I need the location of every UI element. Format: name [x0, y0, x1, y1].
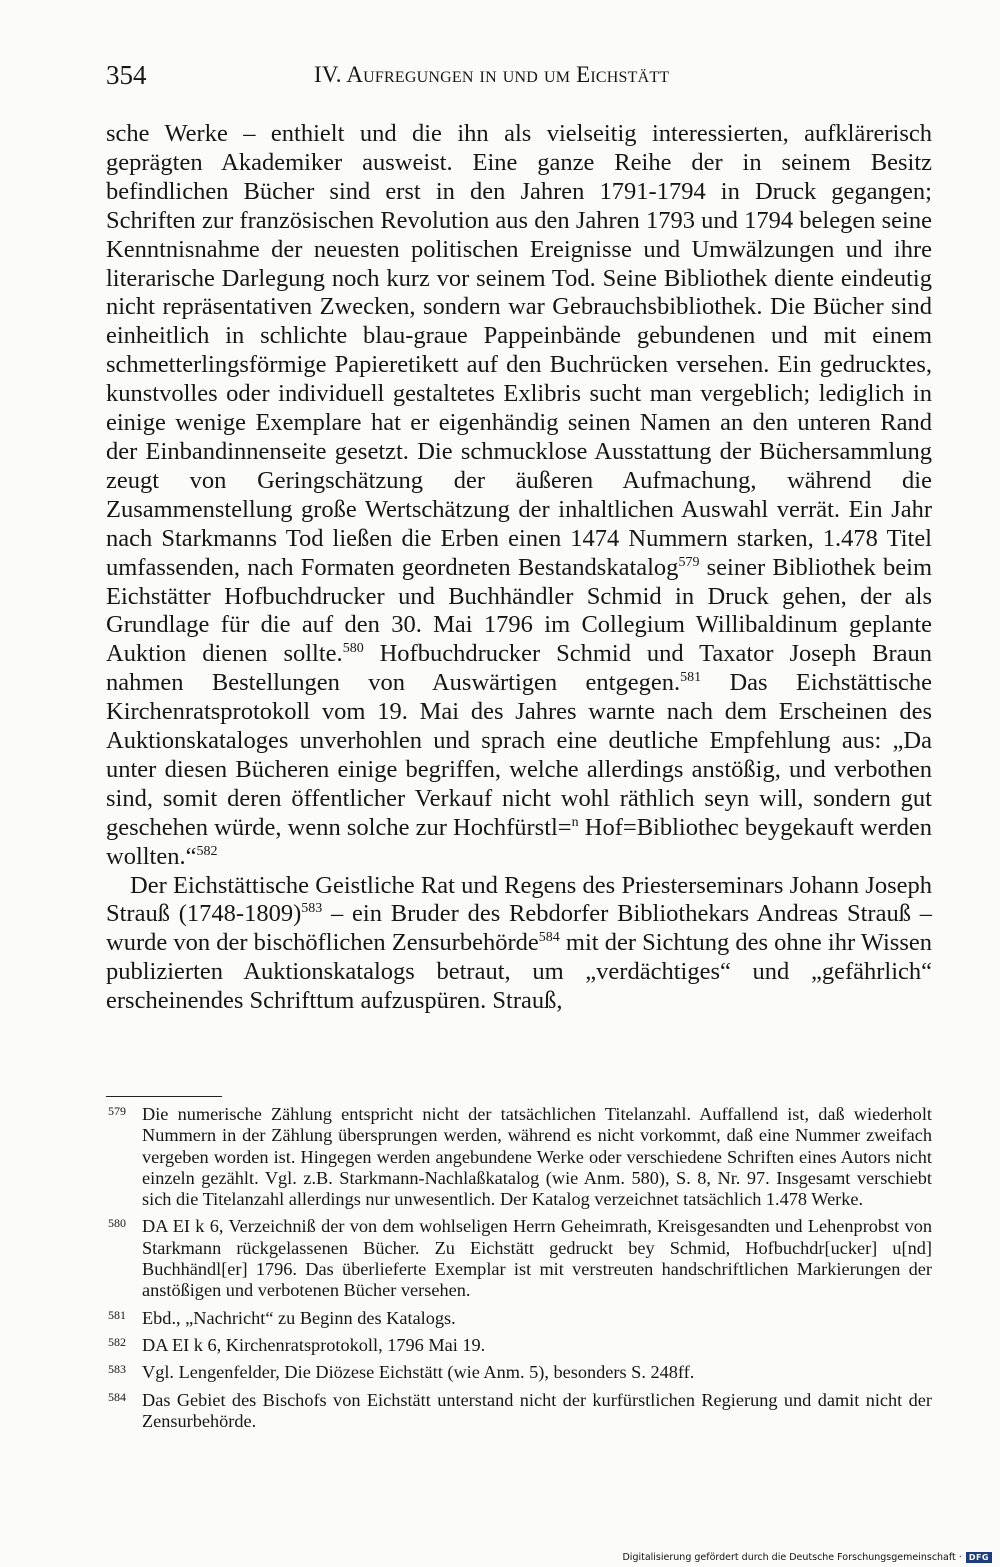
footnote-number: 583 — [108, 1362, 126, 1377]
footnote-number: 581 — [108, 1307, 126, 1322]
running-head: IV. Aufregungen in und um Eichstätt — [314, 62, 670, 87]
footnote-text: DA EI k 6, Kirchenratsprotokoll, 1796 Mai 19. — [142, 1334, 486, 1355]
footnote-ref-582[interactable]: 582 — [196, 843, 218, 859]
page-header — [106, 60, 932, 94]
superscript-n: n — [571, 814, 579, 830]
paragraph-text: sche Werke – enthielt und die ihn als vielseitig interessierten, aufklärerisch geprägten Akademiker ausweist. Eine ganze Reihe der in seinem Besitz befindlichen Bücher sind erst in den Jahren 1791-1794 in Druck gegangen; Schriften zur französischen Revolution aus den Jahren 1793 und 1794 belegen seine Kenntnisnahme der neuesten politischen Ereignisse und Umwälzungen und ihre literarische Darlegung noch kurz vor seinem Tod. Seine Bibliothek diente eindeutig nicht repräsentativen Zwecken, sondern war Gebrauchsbibliothek. Die Bücher sind einheitlich in schlichte blau-graue Pappeinbände gebundenen und mit einem schmetterlingsförmige Papieretikett auf den Buchrücken versehen. Ein gedrucktes, kunstvolles oder individuell gestaltetes Exlibris sucht man vergeblich; lediglich in einige wenige Exemplare hat er eigenhändig seinen Namen an den unteren Rand der Einbandinnenseite gesetzt. Die schmucklose Ausstattung der Büchersammlung zeugt von Geringschätzung der äußeren Aufmachung, während die Zusammenstellung große Wertschätzung der inhaltlichen Auswahl verrät. Ein Jahr nach Starkmanns Tod ließen die Erben einen 1474 Nummern starken, 1.478 Titel umfassenden, nach Formaten geordneten Bestandskatalog — [106, 120, 932, 581]
main-text — [106, 120, 932, 1016]
paragraph-1 — [106, 120, 932, 872]
footnote-579 — [106, 1104, 932, 1210]
paragraph-text: seiner Bibliothek beim Eichstätter Hofbuchdrucker und Buchhändler Schmid in Druck gehen, der als Grundlage für die auf den 30. Mai 1796 im Collegium Willibaldinum geplante Auktion dienen sollte. — [106, 553, 932, 668]
footnote-text: DA EI k 6, Verzeichniß der von dem wohlseligen Herrn Geheimrath, Kreisgesandten und Lehenprobst von Starkmann rückgelassenen Bücher. Zu Eichstätt gedruckt bey Schmid, Hofbuchdr[ucker] u[nd] Buchhändl[er] 1796. Das überlieferte Exemplar ist mit verstreuten handschriftlichen Markierungen der anstößigen und verbotenen Bücher versehen. — [142, 1216, 932, 1301]
footnote-text: Die numerische Zählung entspricht nicht der tatsächlichen Titelanzahl. Auffallend ist, daß wiederholt Nummern in der Zählung übersprungen werden, während es nicht vorkommt, daß eine Nummer zweifach vergeben worden ist. Hingegen werden angebundene Werke oder verschiedene Schriften eines Autors nicht einzeln gezählt. Vgl. z.B. Starkmann-Nachlaßkatalog (wie Anm. 580), S. 8, Nr. 97. Insgesamt verschiebt sich die Titelanzahl allerdings nur unwesentlich. Der Katalog verzeichnet tatsächlich 1.478 Werke. — [142, 1104, 932, 1210]
page-number: 354 — [106, 60, 147, 90]
footnote-number: 579 — [108, 1104, 126, 1118]
footnote-ref-580[interactable]: 580 — [342, 641, 364, 657]
footnote-ref-584[interactable]: 584 — [538, 930, 560, 946]
paragraph-text: Hofbuchdrucker Schmid und Taxator Joseph Braun nahmen Bestellungen von Auswärtigen entgegen. — [106, 640, 933, 697]
paragraph-text: – ein Bruder des Rebdorfer Bibliothekars Andreas Strauß – wurde von der bischöflichen Zensurbehörde — [106, 900, 932, 957]
footnote-ref-579[interactable]: 579 — [678, 554, 700, 570]
paragraph-text: Hof=Bibliothec beygekauft werden wollten.“ — [106, 813, 932, 870]
dfg-logo: DFG — [966, 1552, 992, 1563]
footnote-583 — [106, 1362, 932, 1383]
digitization-credit — [622, 1552, 992, 1563]
footnote-ref-581[interactable]: 581 — [680, 670, 702, 686]
footnote-separator — [106, 1096, 222, 1097]
credit-text: Digitalisierung gefördert durch die Deutsche Forschungsgemeinschaft · — [622, 1552, 962, 1563]
footnote-text: Vgl. Lengenfelder, Die Diözese Eichstätt (wie Anm. 5), besonders S. 248ff. — [142, 1362, 695, 1383]
footnote-text: Das Gebiet des Bischofs von Eichstätt unterstand nicht der kurfürstlichen Regierung und damit nicht der Zensurbehörde. — [142, 1389, 932, 1431]
footnote-582 — [106, 1335, 932, 1356]
paragraph-text: Das Eichstättische Kirchenratsprotokoll vom 19. Mai des Jahres warnte nach dem Erscheinen des Auktionskataloges unverhohlen und sprach eine deutliche Empfehlung aus: „Da unter diesen Bücheren einige begriffen, welche allerdings anstößig, und verbothen sind, somit deren öffentlicher Verkauf nicht wohl räthlich seyn will, sondern gut geschehen würde, wenn solche zur Hochfürstl= — [106, 669, 932, 841]
footnote-text: Ebd., „Nachricht“ zu Beginn des Katalogs. — [142, 1307, 456, 1328]
footnote-number: 584 — [108, 1389, 126, 1404]
footnote-581 — [106, 1308, 932, 1329]
footnote-584 — [106, 1390, 932, 1433]
footnote-number: 582 — [108, 1334, 126, 1349]
paragraph-text: mit der Sichtung des ohne ihr Wissen publizierten Auktionskatalogs betraut, um „verdächtiges“ und „gefährlich“ erscheinendes Schrifttum aufzuspüren. Strauß, — [106, 929, 932, 1015]
footnote-580 — [106, 1216, 932, 1301]
footnote-ref-583[interactable]: 583 — [301, 901, 323, 917]
footnote-number: 580 — [108, 1216, 126, 1231]
footnotes — [106, 1104, 932, 1438]
paragraph-2 — [106, 872, 932, 1017]
paragraph-text: Der Eichstättische Geistliche Rat und Regens des Priesterseminars Johann Joseph Strauß (1748-1809) — [106, 871, 932, 928]
